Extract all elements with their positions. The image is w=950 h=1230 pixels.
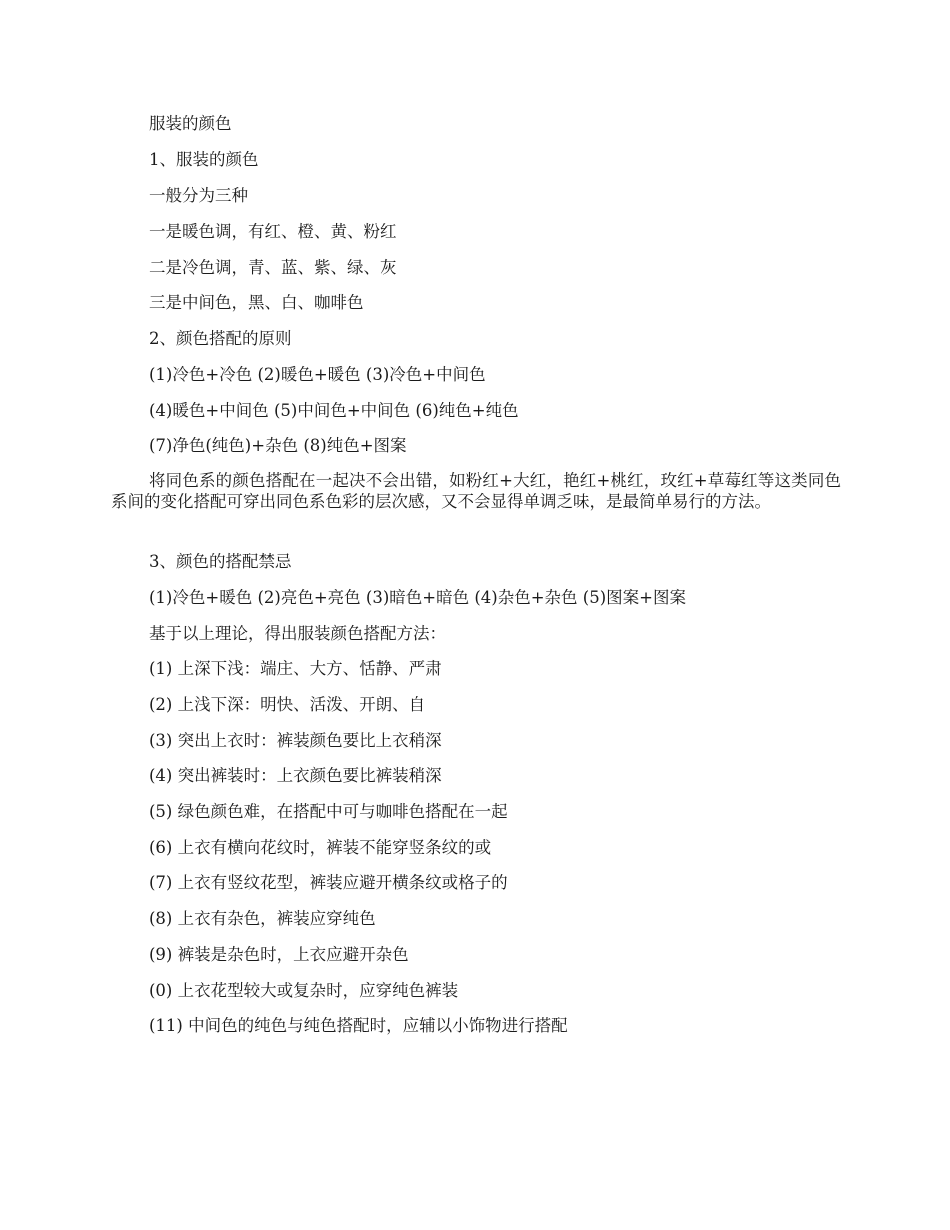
text-line: 二是冷色调，青、蓝、紫、绿、灰 (149, 258, 397, 277)
text-line: (1)冷色+暖色 (2)亮色+亮色 (3)暗色+暗色 (4)杂色+杂色 (5)图案+图案 (149, 588, 686, 607)
body-paragraph: 将同色系的颜色搭配在一起决不会出错，如粉红+大红，艳红+桃红，玫红+草莓红等这类同色系间的变化搭配可穿出同色系色彩的层次感，又不会显得单调乏味，是最简单易行的方法。 (111, 471, 841, 511)
list-item: (8) 上衣有杂色，裤装应穿纯色 (149, 909, 376, 928)
list-item: (5) 绿色颜色难，在搭配中可与咖啡色搭配在一起 (149, 802, 508, 821)
section-heading: 2、颜色搭配的原则 (149, 329, 292, 348)
list-item: (1) 上深下浅：端庄、大方、恬静、严肃 (149, 659, 442, 678)
list-item: (0) 上衣花型较大或复杂时，应穿纯色裤装 (149, 981, 459, 1000)
list-item: (4) 突出裤装时：上衣颜色要比裤装稍深 (149, 766, 442, 785)
section-heading: 3、颜色的搭配禁忌 (149, 552, 292, 571)
text-line: 一般分为三种 (149, 186, 248, 205)
list-item: (6) 上衣有横向花纹时，裤装不能穿竖条纹的或 (149, 838, 492, 857)
document-title: 服装的颜色 (149, 114, 232, 133)
list-item: (11) 中间色的纯色与纯色搭配时，应辅以小饰物进行搭配 (149, 1016, 568, 1035)
text-line: 三是中间色，黑、白、咖啡色 (149, 293, 364, 312)
list-item: (7) 上衣有竖纹花型，裤装应避开横条纹或格子的 (149, 873, 508, 892)
text-line: 基于以上理论，得出服装颜色搭配方法： (149, 624, 446, 643)
list-item: (2) 上浅下深：明快、活泼、开朗、自 (149, 695, 426, 714)
list-item: (3) 突出上衣时：裤装颜色要比上衣稍深 (149, 731, 442, 750)
text-line: (4)暖色+中间色 (5)中间色+中间色 (6)纯色+纯色 (149, 401, 519, 420)
text-line: 一是暖色调，有红、橙、黄、粉红 (149, 222, 397, 241)
text-line: (1)冷色+冷色 (2)暖色+暖色 (3)冷色+中间色 (149, 365, 486, 384)
list-item: (9) 裤装是杂色时，上衣应避开杂色 (149, 945, 409, 964)
section-heading: 1、服装的颜色 (149, 150, 259, 169)
text-line: (7)净色(纯色)+杂色 (8)纯色+图案 (149, 436, 407, 455)
